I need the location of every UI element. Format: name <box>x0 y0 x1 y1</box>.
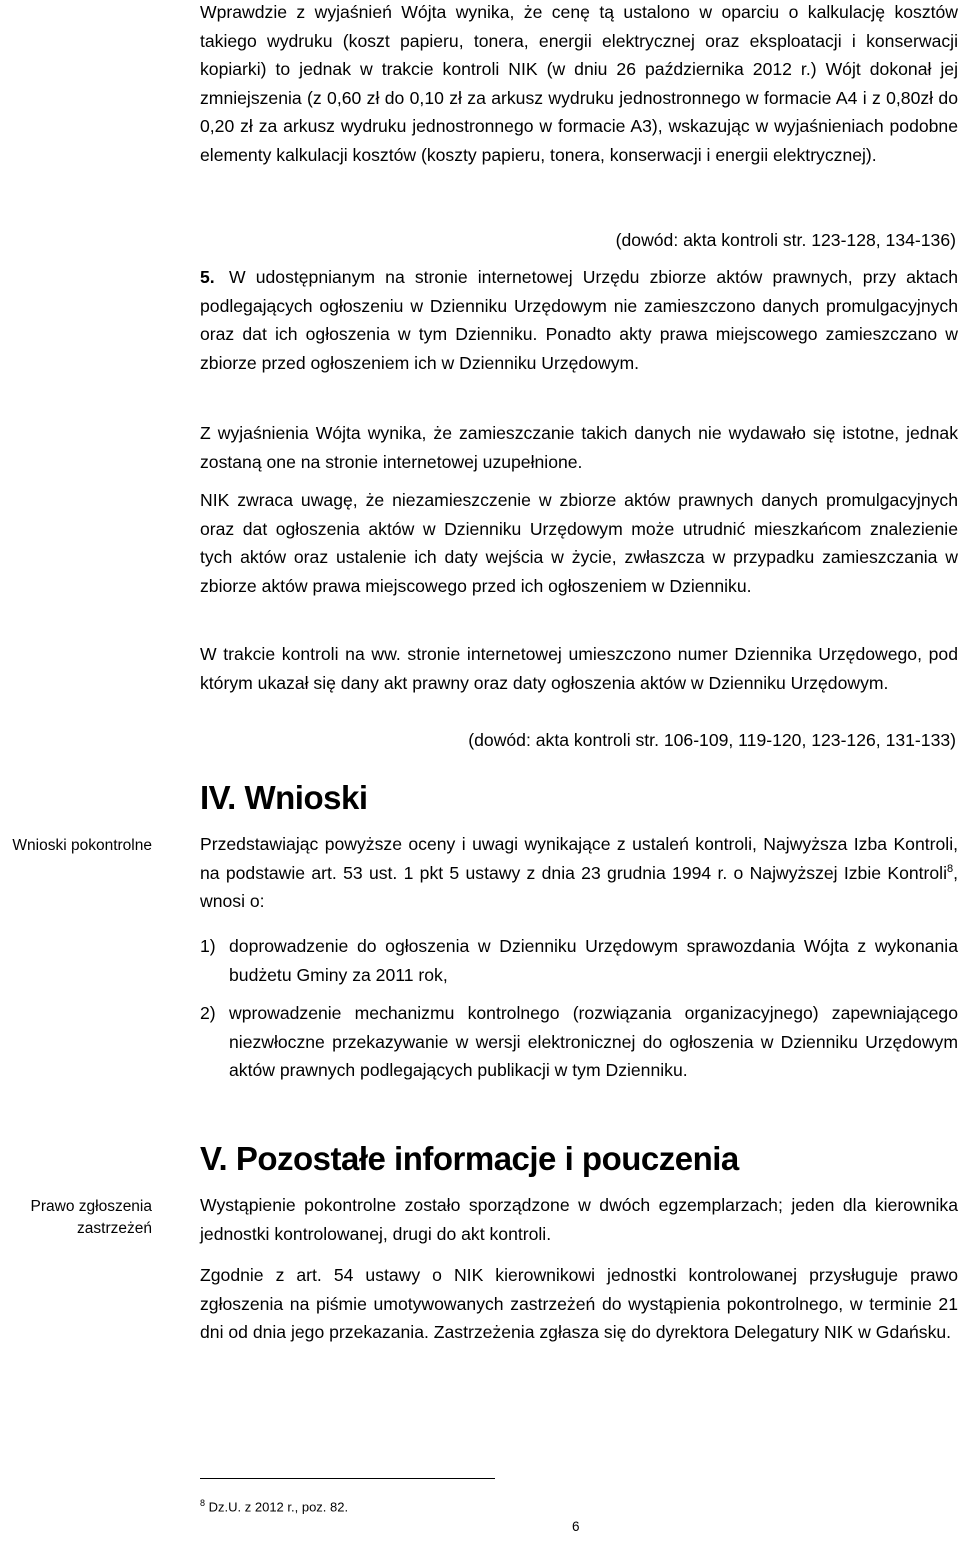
paragraph-right-to-object: Zgodnie z art. 54 ustawy o NIK kierownikowi jednostki kontrolowanej przysługuje prawo zgłoszenia na piśmie umotywowanych zastrzeżeń do wystąpienia pokontrolnego, w terminie 21 dni od dnia jego przekazania. Zastrzeżenia zgłasza się do dyrektora Delegatury NIK w Gdańsku. <box>200 1265 958 1343</box>
footnote-text: Dz.U. z 2012 r., poz. 82. <box>208 1499 349 1515</box>
conclusions-intro-text: Przedstawiając powyższe oceny i uwagi wynikające z ustaleń kontroli, Najwyższa Izba Kontroli, na podstawie art. 53 ust. 1 pkt 5 ustawy z dnia 23 grudnia 1994 r. o Najwyższej Izbie Kontroli <box>200 834 958 883</box>
list-item <box>200 999 958 1085</box>
side-note-right-to-object <box>31 1196 152 1240</box>
side-note-post-audit-conclusions: Wnioski pokontrolne <box>12 837 152 854</box>
section-heading-iv: IV. Wnioski <box>200 779 368 816</box>
side-note-line: zastrzeżeń <box>77 1220 152 1237</box>
paragraph-legal-acts-collection: W udostępnianym na stronie internetowej Urzędu zbiorze aktów prawnych, przy aktach podlegających ogłoszeniu w Dzienniku Urzędowym nie zamieszczono danych promulgacyjnych oraz dat ich ogłoszenia w tym Dzienniku. Ponadto akty prawa miejscowego zamieszczano w zbiorze przed ogłoszeniem ich w Dzienniku Urzędowym. <box>200 267 958 373</box>
conclusions-intro-tail: , wnosi o: <box>200 862 958 912</box>
list-marker: 1) <box>200 936 216 956</box>
side-note-line: Prawo zgłoszenia <box>30 1198 152 1215</box>
section-heading-v: V. Pozostałe informacje i pouczenia <box>200 1140 739 1177</box>
paragraph-cost-explanation: Wprawdzie z wyjaśnień Wójta wynika, że cenę tą ustalono w oparciu o kalkulację kosztów takiego wydruku (koszt papieru, tonera, energii elektrycznej oraz eksploatacji i konserwacji kopiarki) to jednak w trakcie kontroli NIK (w dniu 26 października 2012 r.) Wójt dokonał jej zmniejszenia (z 0,60 zł do 0,10 zł za arkusz wydruku jednostronnego w formacie A4 i z 0,80zł do 0,20 zł za arkusz wydruku jednostronnego w formacie A3), wskazując w wyjaśnieniach podobne elementy kalkulacji kosztów (koszty papieru, tonera, konserwacji i energii elektrycznej). <box>200 2 958 165</box>
list-item <box>200 932 958 989</box>
evidence-citation: (dowód: akta kontroli str. 123-128, 134-136) <box>615 230 956 250</box>
list-item-text: doprowadzenie do ogłoszenia w Dzienniku Urzędowym sprawozdania Wójta z wykonania budżetu Gminy za 2011 rok, <box>229 936 958 985</box>
list-marker: 2) <box>200 1003 216 1023</box>
footnote <box>200 1494 348 1516</box>
evidence-citation: (dowód: akta kontroli str. 106-109, 119-120, 123-126, 131-133) <box>468 730 956 750</box>
list-item-text: wprowadzenie mechanizmu kontrolnego (rozwiązania organizacyjnego) zapewniającego niezwłoczne przekazywanie w wersji elektronicznej do ogłoszenia w Dzienniku Urzędowym aktów prawnych podlegających publikacji w tym Dzienniku. <box>229 1003 958 1081</box>
paragraph-conclusions-intro <box>200 830 958 916</box>
footnote-marker: 8 <box>200 1498 206 1508</box>
footnote-reference: 8 <box>946 862 954 875</box>
footnote-separator <box>200 1478 495 1479</box>
paragraph-nik-remark: NIK zwraca uwagę, że niezamieszczenie w zbiorze aktów prawnych danych promulgacyjnych oraz dat ogłoszenia aktów w Dzienniku Urzędowym może utrudnić mieszkańcom znalezienie tych aktów oraz ustalenie ich daty wejścia w życie, zwłaszcza w przypadku zamieszczania w zbiorze aktów prawa miejscowego przed ich ogłoszeniem w Dzienniku. <box>200 490 958 596</box>
point-number: 5. <box>200 267 215 287</box>
page-number: 6 <box>572 1519 580 1534</box>
paragraph-wojt-explanation: Z wyjaśnienia Wójta wynika, że zamieszczanie takich danych nie wydawało się istotne, jednak zostaną one na stronie internetowej uzupełnione. <box>200 423 958 472</box>
paragraph-during-audit: W trakcie kontroli na ww. stronie internetowej umieszczono numer Dziennika Urzędowego, pod którym ukazał się dany akt prawny oraz daty ogłoszenia aktów w Dzienniku Urzędowym. <box>200 644 958 693</box>
paragraph-copies-info: Wystąpienie pokontrolne zostało sporządzone w dwóch egzemplarzach; jeden dla kierownika jednostki kontrolowanej, drugi do akt kontroli. <box>200 1195 958 1244</box>
